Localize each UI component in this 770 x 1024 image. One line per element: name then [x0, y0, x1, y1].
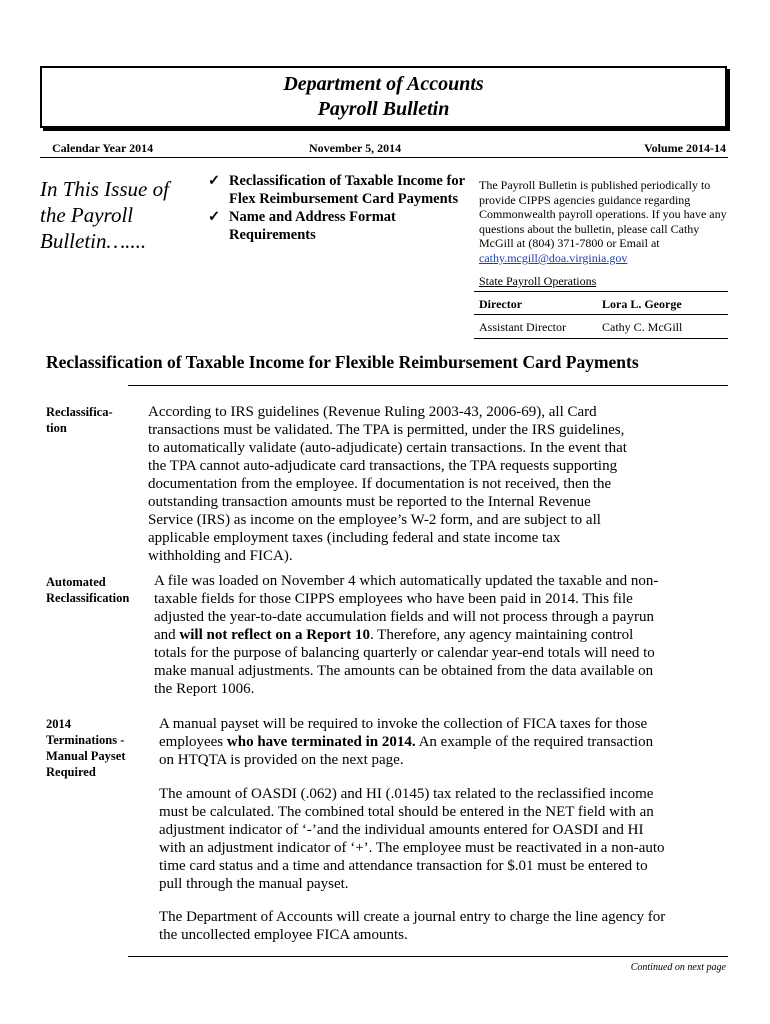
- operations-title: State Payroll Operations: [479, 274, 597, 288]
- director-name: Lora L. George: [602, 297, 682, 311]
- automated-reclassification-paragraph: [154, 572, 666, 698]
- terminations-paragraph-2: The amount of OASDI (.062) and HI (.0145) tax related to the reclassified income must be calculated. The combined total should be entered in the NET field with an adjustment indicator of ‘-’and the individual amounts entered for OASDI and HI with an adjustment indicator of ‘+’. The employee must be reactivated in a non-auto time card status and a time and attendance transaction for $.01 must be entered to pull through the manual payset.: [159, 786, 665, 892]
- issue-label-line: In This Issue of: [40, 177, 169, 201]
- assistant-name: Cathy C. McGill: [602, 320, 683, 334]
- issue-label-line: Bulletin…....: [40, 229, 147, 253]
- ops-divider: [474, 314, 728, 315]
- bulletin-title-box: [40, 66, 727, 128]
- volume-number: Volume 2014-14: [644, 141, 726, 155]
- in-this-issue-label: [40, 176, 190, 254]
- paragraph-emphasis: will not reflect on a Report 10: [179, 627, 370, 643]
- terminations-paragraph-3: The Department of Accounts will create a journal entry to charge the line agency for the uncollected employee FICA amounts.: [159, 909, 666, 943]
- automated-reclassification-label: Automated Reclassification: [46, 575, 130, 605]
- paragraph-text: . Therefore, any agency maintaining control totals for the purpose of balancing quarterly or calendar year-end totals will need to make manual adjustments. The amounts can be obtained from the data available on the Report 1006.: [154, 627, 655, 697]
- issue-item-text: Name and Address Format Requirements: [229, 209, 396, 243]
- issue-item: [206, 172, 468, 208]
- issue-label-line: the Payroll: [40, 203, 134, 227]
- bulletin-info: [479, 178, 729, 266]
- calendar-year: Calendar Year 2014: [52, 141, 154, 155]
- terminations-paragraph-1: [159, 715, 669, 769]
- checkmark-icon: ✓: [208, 209, 221, 225]
- paragraph-text: A manual payset will be required to invoke the collection of FICA taxes for those employees: [159, 716, 648, 750]
- director-role: Director: [479, 297, 523, 311]
- reclassification-paragraph: According to IRS guidelines (Revenue Ruling 2003-43, 2006-69), all Card transactions must be validated. The TPA is permitted, under the IRS guidelines, to automatically validate (auto-adjudicate) certain transactions. In the event that the TPA cannot auto-adjudicate card transactions, the TPA requests supporting documentation from the employee. If documentation is not received, then the outstanding transaction amounts must be reported to the Internal Revenue Service (IRS) as income on the employee’s W-2 form, and are subject to all applicable employment taxes (including federal and state income tax withholding and FICA).: [148, 404, 627, 564]
- bulletin-info-text: The Payroll Bulletin is published periodically to provide CIPPS agencies guidance regarding Commonwealth payroll operations. If you have any questions about the bulletin, please call Cathy McGill at (804) 371-7800 or Email at: [479, 178, 727, 251]
- paragraph-text: A file was loaded on November 4 which automatically updated the taxable and non-taxable fields for those CIPPS employees who have been paid in 2014. This file adjusted the year-to-date accumulation fields and will not process through a payrun and: [154, 573, 659, 643]
- continued-note: Continued on next page: [630, 962, 726, 973]
- bulletin-title: Payroll Bulletin: [317, 98, 450, 120]
- ops-divider: [474, 291, 728, 292]
- footer-divider: [128, 956, 728, 957]
- meta-divider: [40, 157, 728, 158]
- issue-item: [206, 208, 468, 244]
- paragraph-emphasis: who have terminated in 2014.: [226, 734, 416, 750]
- assistant-role: Assistant Director: [479, 320, 566, 334]
- issue-list: [206, 172, 468, 244]
- section-divider: [128, 385, 728, 386]
- checkmark-icon: ✓: [208, 173, 221, 189]
- contact-email-link[interactable]: cathy.mcgill@doa.virginia.gov: [479, 250, 628, 265]
- paragraph-text: An example of the required transaction on HTQTA is provided on the next page.: [159, 734, 654, 768]
- issue-date: November 5, 2014: [309, 141, 402, 155]
- department-title: Department of Accounts: [283, 73, 484, 95]
- issue-item-text: Reclassification of Taxable Income for Flex Reimbursement Card Payments: [229, 173, 465, 207]
- section-heading: Reclassification of Taxable Income for Flexible Reimbursement Card Payments: [46, 352, 639, 372]
- reclassification-label: Reclassifica- tion: [46, 405, 113, 435]
- ops-divider: [474, 338, 728, 339]
- terminations-label: 2014 Terminations - Manual Payset Required: [46, 717, 126, 779]
